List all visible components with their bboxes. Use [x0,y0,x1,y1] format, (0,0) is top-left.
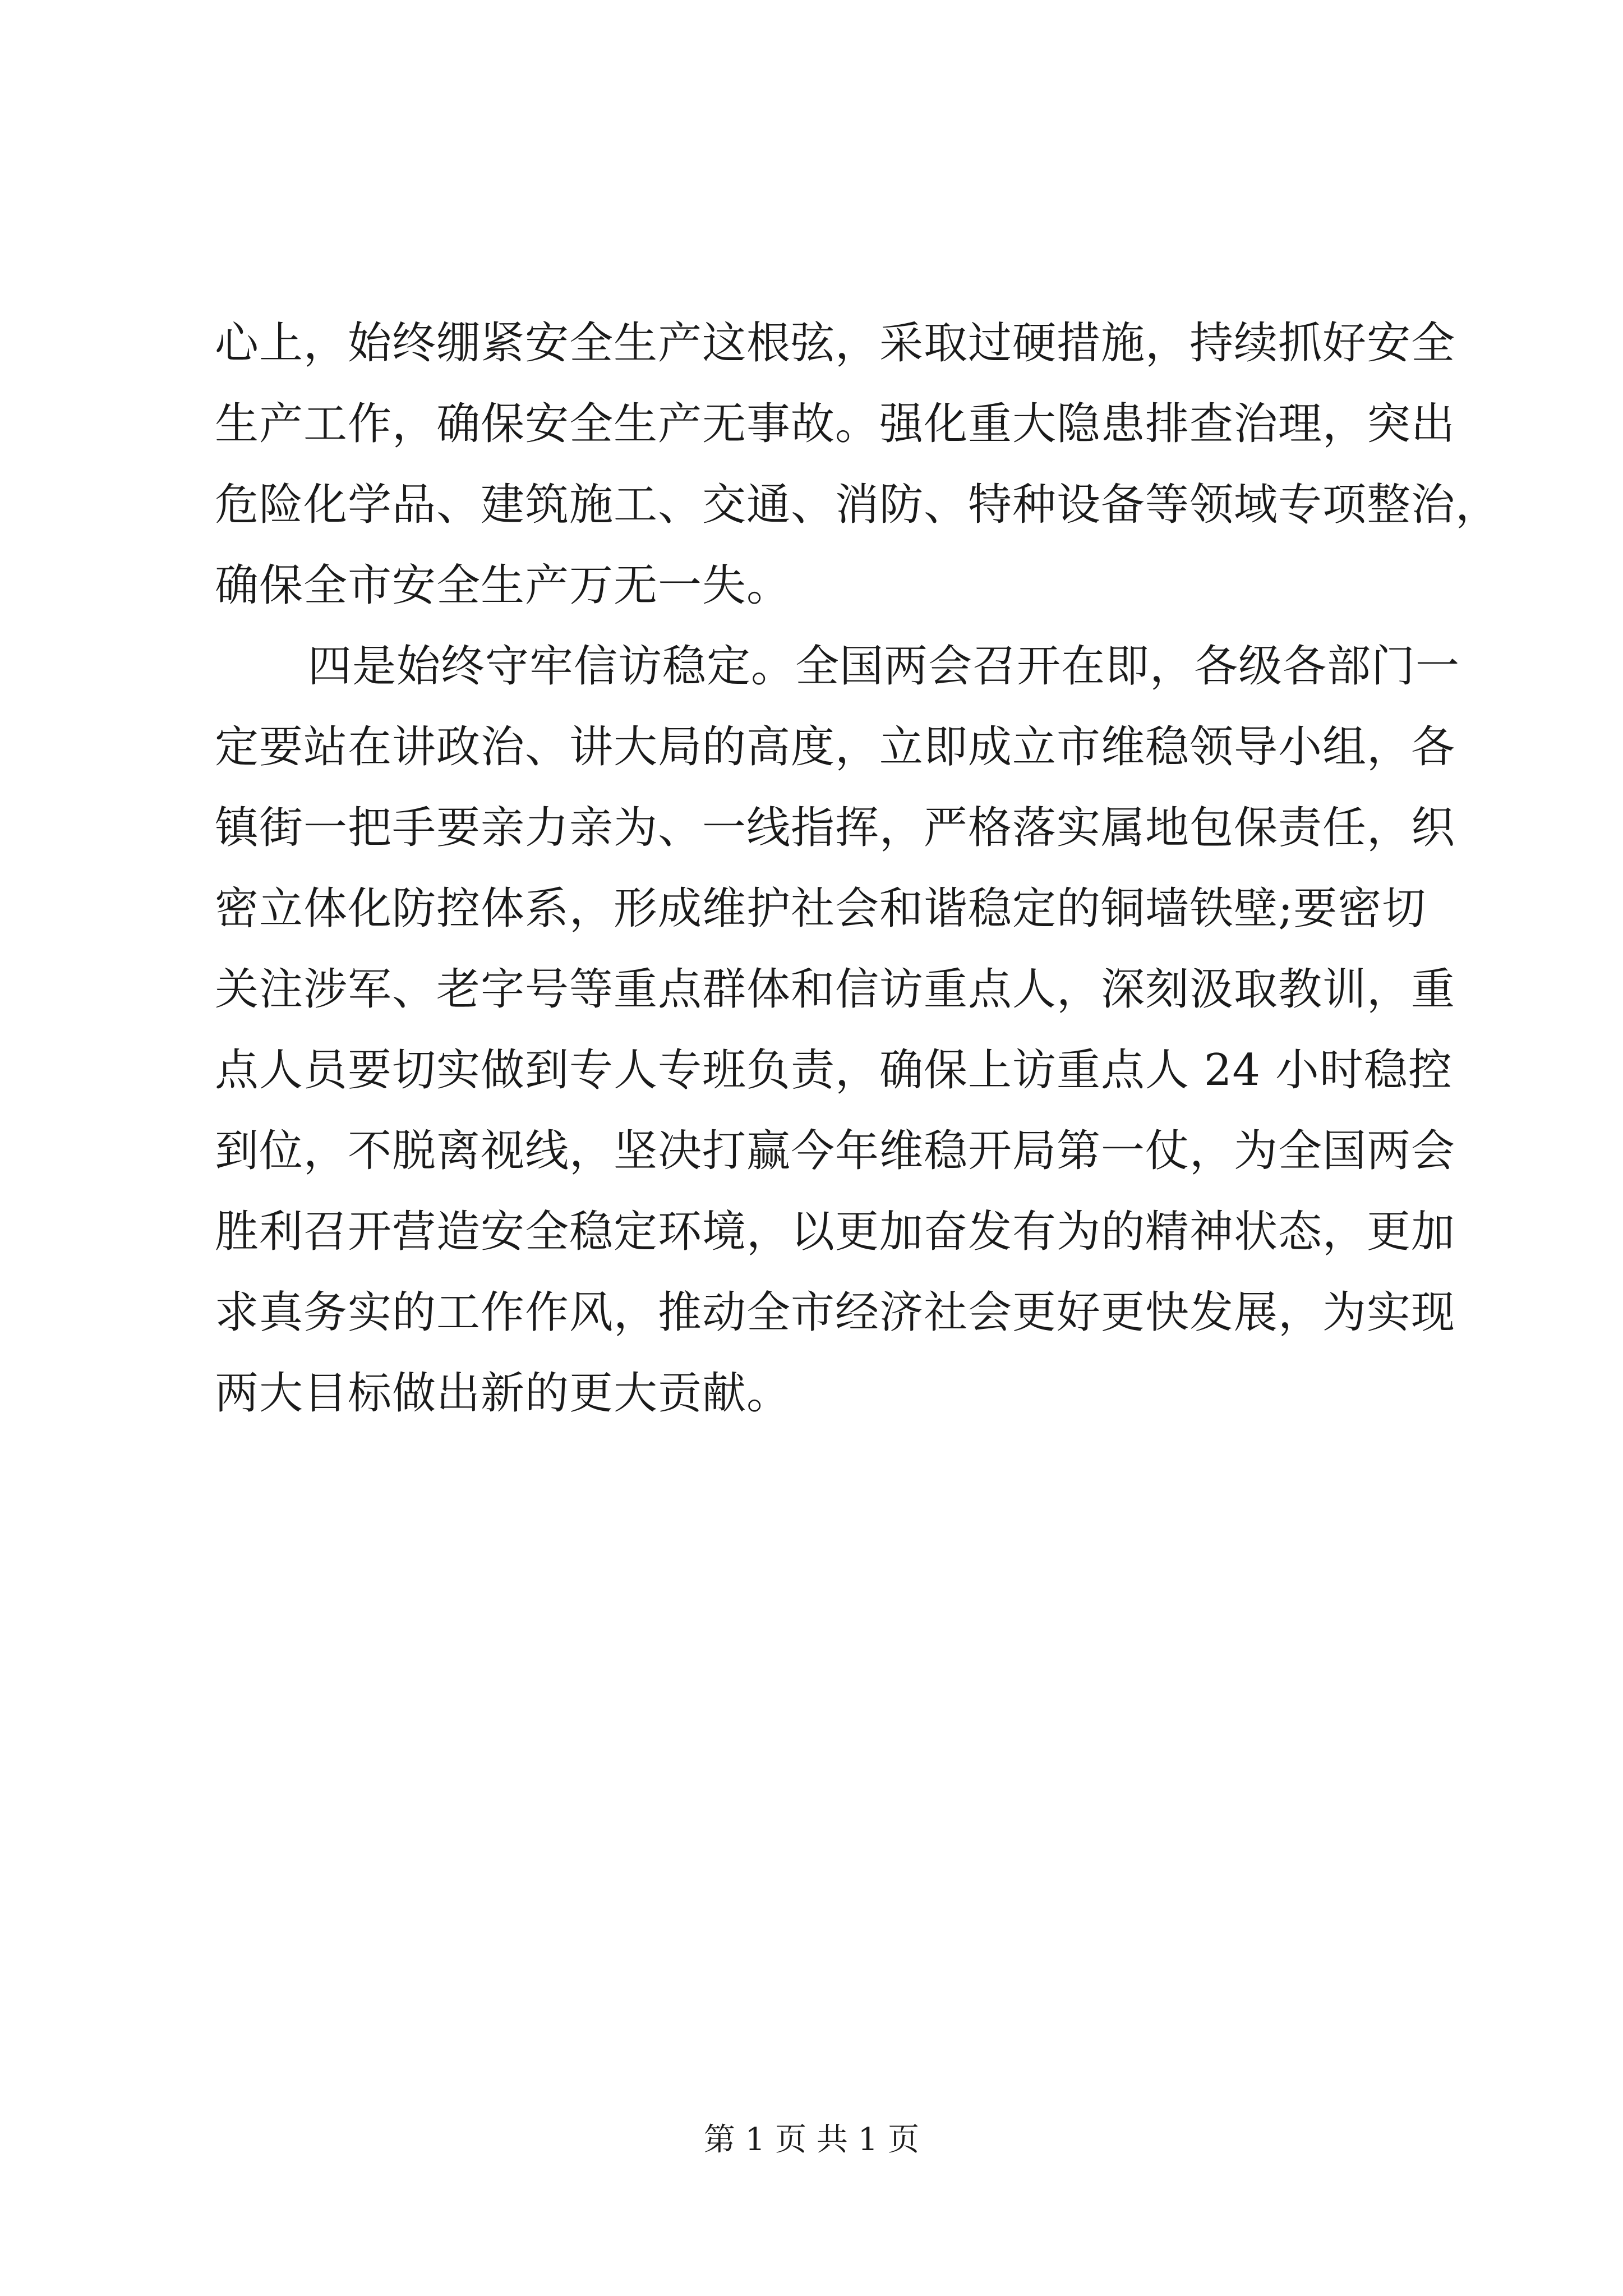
page-footer [0,2120,1623,2160]
text-line: 密立体化防控体系，形成维护社会和谐稳定的铜墙铁壁;要密切 [215,884,1427,934]
text-line: 胜利召开营造安全稳定环境，以更加奋发有为的精神状态，更加 [215,1207,1456,1257]
paragraph-2 [215,626,1460,1434]
text-line: 危险化学品、建筑施工、交通、消防、特种设备等领域专项整治， [215,480,1500,530]
page-number: 第 1 页 共 1 页 [703,2122,920,2158]
paragraph-1 [215,303,1500,626]
text-line: 到位，不脱离视线，坚决打赢今年维稳开局第一仗，为全国两会 [215,1126,1456,1176]
text-line: 四是始终守牢信访稳定。全国两会召开在即，各级各部门一 [308,641,1460,692]
text-line: 定要站在讲政治、讲大局的高度，立即成立市维稳领导小组，各 [215,722,1456,772]
text-line: 生产工作，确保安全生产无事故。强化重大隐患排查治理，突出 [215,399,1456,449]
text-line: 求真务实的工作作风，推动全市经济社会更好更快发展，为实现 [215,1287,1456,1338]
text-line: 确保全市安全生产万无一失。 [215,560,791,611]
text-line: 关注涉军、老字号等重点群体和信访重点人，深刻汲取教训，重 [215,964,1456,1015]
document-body [215,303,1500,1434]
text-line: 镇街一把手要亲力亲为、一线指挥，严格落实属地包保责任，织 [215,803,1456,853]
text-line: 点人员要切实做到专人专班负责，确保上访重点人 24 小时稳控 [215,1045,1453,1096]
text-line: 两大目标做出新的更大贡献。 [215,1368,791,1419]
text-line: 心上，始终绷紧安全生产这根弦，采取过硬措施，持续抓好安全 [215,318,1456,369]
